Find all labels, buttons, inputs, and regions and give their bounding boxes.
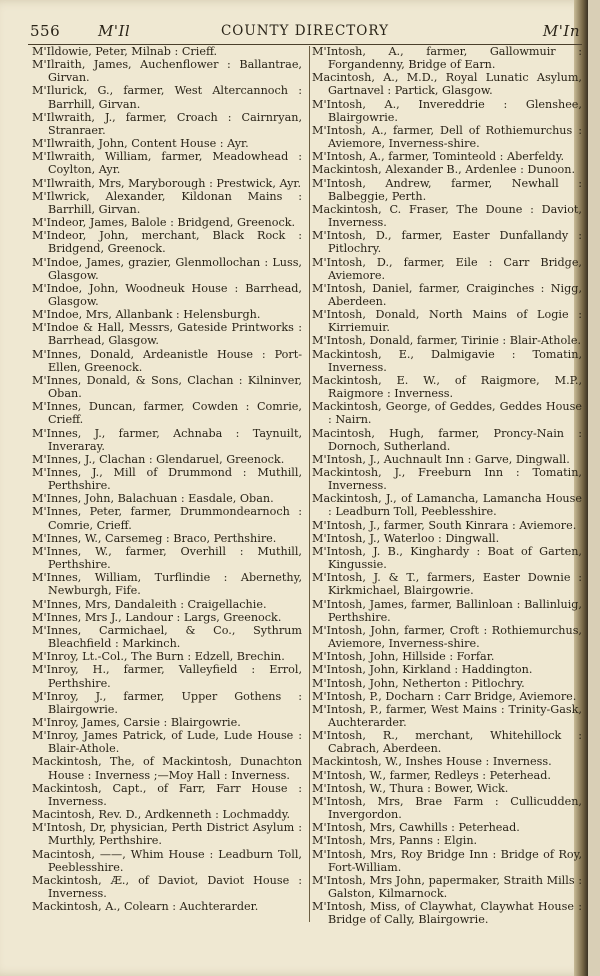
directory-entry: M'Indoe & Hall, Messrs, Gateside Printworks : Barrhead, Glasgow.	[32, 321, 302, 348]
directory-entry: M'Innes, J., Clachan : Glendaruel, Greenock.	[32, 452, 285, 466]
directory-entry: M'Intosh, Mrs, Brae Farm : Cullicudden, Invergordon.	[312, 794, 582, 822]
directory-entry: M'Innes, W., Carsemeg : Braco, Perthshire.	[32, 531, 277, 545]
page-title: COUNTY DIRECTORY	[220, 23, 390, 39]
directory-entry: M'Indeor, John, merchant, Black Rock : Bridgend, Greenock.	[32, 229, 302, 256]
directory-entry: Mackintosh, Æ., of Daviot, Daviot House : Inverness.	[32, 873, 302, 900]
directory-entry: M'Intosh, Daniel, farmer, Craiginches : Nigg, Aberdeen.	[312, 281, 582, 308]
directory-entry: M'Innes, Mrs, Dandaleith : Craigellachie.	[32, 597, 267, 611]
directory-entry: M'Ilraith, James, Auchenflower : Ballantrae, Girvan.	[32, 58, 302, 85]
directory-entry: M'Intosh, John, Netherton : Pitlochry.	[312, 676, 525, 690]
directory-entry: M'Intosh, Mrs John, papermaker, Straith Mills : Galston, Kilmarnock.	[312, 873, 582, 900]
directory-entry: M'Intosh, James, farmer, Ballinloan : Ballinluig, Perthshire.	[312, 597, 582, 624]
directory-entry: M'Intosh, A., farmer, Tominteold : Aberfeldy.	[312, 150, 565, 164]
directory-entry: M'Intosh, A., Invereddrie : Glenshee, Blairgowrie.	[312, 97, 582, 124]
directory-entry: M'Inroy, J., farmer, Upper Gothens : Blairgowrie.	[32, 689, 302, 716]
left-running-key: M'Il	[98, 22, 131, 40]
directory-entry: Mackintosh, Alexander B., Ardenlee : Dunoon.	[312, 163, 576, 177]
directory-entry: Mackintosh, Capt., of Farr, Farr House : Inverness.	[32, 781, 302, 808]
directory-entry: M'Innes, J., farmer, Achnaba : Taynuilt, Inveraray.	[32, 426, 302, 453]
directory-entry: M'Innes, W., farmer, Overhill : Muthill, Perthshire.	[32, 544, 302, 572]
directory-entry: M'Innes, Carmichael, & Co., Sythrum Bleachfield : Markinch.	[32, 623, 302, 651]
directory-entry: M'Innes, John, Balachuan : Easdale, Oban.	[32, 492, 274, 506]
directory-entry: M'Intosh, J., Auchnault Inn : Garve, Dingwall.	[312, 452, 570, 466]
directory-entry: Mackintosh, E. W., of Raigmore, M.P., Raigmore : Inverness.	[312, 373, 582, 401]
page-number: 556	[30, 22, 61, 40]
directory-entry: M'Intosh, J. & T., farmers, Easter Downie : Kirkmichael, Blairgowrie.	[312, 571, 582, 598]
directory-entry: M'Innes, Mrs J., Landour : Largs, Greenock.	[32, 610, 282, 624]
directory-entry: Mackintosh, A., Colearn : Auchterarder.	[32, 900, 259, 914]
directory-entry: M'Indeor, James, Balole : Bridgend, Greenock.	[32, 216, 296, 230]
directory-entry: M'Inroy, Lt.-Col., The Burn : Edzell, Brechin.	[32, 650, 285, 664]
directory-entry: Mackintosh, C. Fraser, The Doune : Daviot, Inverness.	[312, 202, 582, 230]
directory-entry: Mackintosh, J., Freeburn Inn : Tomatin, Inverness.	[312, 466, 582, 493]
directory-entry: M'Ilwraith, Mrs, Maryborough : Prestwick, Ayr.	[32, 176, 302, 190]
directory-entry: M'Innes, Peter, farmer, Drummondearnoch : Comrie, Crieff.	[32, 505, 302, 532]
directory-entry: Mackintosh, The, of Mackintosh, Dunachton House : Inverness ;—Moy Hall : Inverness.	[32, 755, 302, 782]
directory-entry: M'Intosh, A., farmer, Gallowmuir : Forgandenny, Bridge of Earn.	[312, 45, 582, 72]
directory-entry: Macintosh, A., M.D., Royal Lunatic Asylum, Gartnavel : Partick, Glasgow.	[312, 71, 582, 98]
directory-entry: M'Innes, Duncan, farmer, Cowden : Comrie, Crieff.	[32, 400, 302, 427]
right-column	[312, 45, 582, 926]
page-header	[30, 22, 580, 44]
directory-entry: M'Intosh, Andrew, farmer, Newhall : Balbeggie, Perth.	[312, 176, 582, 203]
directory-entry: M'Intosh, R., merchant, Whitehillock : Cabrach, Aberdeen.	[312, 729, 582, 756]
directory-entry: M'Intosh, D., farmer, Easter Dunfallandy : Pitlochry.	[312, 229, 582, 256]
left-column	[32, 45, 302, 913]
directory-entry: M'Innes, J., Mill of Drummond : Muthill, Perthshire.	[32, 466, 302, 493]
directory-entry: Mackintosh, George, of Geddes, Geddes House : Nairn.	[312, 400, 582, 427]
directory-entry: M'Intosh, John, Hillside : Forfar.	[312, 650, 495, 664]
directory-entry: M'Innes, Donald, & Sons, Clachan : Kilninver, Oban.	[32, 373, 302, 401]
directory-entry: M'Intosh, Donald, North Mains of Logie : Kirriemuir.	[312, 308, 582, 335]
directory-entry: M'Indoe, Mrs, Allanbank : Helensburgh.	[32, 308, 261, 322]
directory-entry: M'Intosh, W., farmer, Redleys : Peterhead.	[312, 768, 551, 782]
directory-entry: M'Intosh, Mrs, Cawhills : Peterhead.	[312, 821, 520, 835]
directory-entry: M'Intosh, J., Waterloo : Dingwall.	[312, 531, 500, 545]
directory-entry: Macintosh, Rev. D., Ardkenneth : Lochmaddy.	[32, 808, 291, 822]
directory-entry: M'Ilurick, G., farmer, West Altercannoch : Barrhill, Girvan.	[32, 84, 302, 111]
directory-entry: M'Ilwraith, John, Content House : Ayr.	[32, 137, 249, 151]
directory-entry: Mackintosh, E., Dalmigavie : Tomatin, Inverness.	[312, 347, 582, 374]
directory-entry: Mackintosh, J., of Lamancha, Lamancha House : Leadburn Toll, Peeblesshire.	[312, 492, 582, 519]
column-divider	[309, 46, 310, 922]
directory-entry: M'Intosh, Mrs, Roy Bridge Inn : Bridge of Roy, Fort-William.	[312, 847, 582, 874]
directory-entry: M'Ilwraith, William, farmer, Meadowhead : Coylton, Ayr.	[32, 150, 302, 177]
directory-entry: M'Ildowie, Peter, Milnab : Crieff.	[32, 45, 218, 58]
directory-entry: M'Intosh, Mrs, Panns : Elgin.	[312, 834, 478, 848]
directory-entry: M'Intosh, John, farmer, Croft : Rothiemurchus, Aviemore, Inverness-shire.	[312, 623, 582, 651]
directory-entry: M'Intosh, P., Docharn : Carr Bridge, Aviemore.	[312, 689, 577, 703]
directory-entry: M'Innes, William, Turflindie : Abernethy, Newburgh, Fife.	[32, 571, 302, 598]
directory-entry: M'Intosh, J. B., Kinghardy : Boat of Garten, Kingussie.	[312, 544, 582, 572]
directory-entry: M'Intosh, Donald, farmer, Tirinie : Blair-Athole.	[312, 334, 581, 348]
right-running-key: M'In	[542, 22, 580, 40]
directory-entry: M'Intosh, J., farmer, South Kinrara : Aviemore.	[312, 518, 577, 532]
directory-entry: M'Inroy, James, Carsie : Blairgowrie.	[32, 715, 241, 729]
directory-entry: M'Inroy, James Patrick, of Lude, Lude House : Blair-Athole.	[32, 729, 302, 756]
directory-entry: Macintosh, Hugh, farmer, Proncy-Nain : Dornoch, Sutherland.	[312, 426, 582, 453]
directory-entry: Macintosh, ——, Whim House : Leadburn Toll, Peeblesshire.	[32, 847, 302, 874]
directory-entry: M'Intosh, W., Thura : Bower, Wick.	[312, 781, 509, 795]
directory-entry: M'Intosh, Miss, of Claywhat, Claywhat House : Bridge of Cally, Blairgowrie.	[312, 900, 582, 927]
directory-entry: M'Innes, Donald, Ardeanistle House : Port-Ellen, Greenock.	[32, 347, 302, 374]
directory-entry: M'Intosh, John, Kirkland : Haddington.	[312, 663, 533, 677]
directory-entry: M'Ilwrick, Alexander, Kildonan Mains : Barrhill, Girvan.	[32, 189, 302, 216]
directory-entry: M'Intosh, P., farmer, West Mains : Trinity-Gask, Auchterarder.	[312, 702, 582, 729]
directory-entry: M'Indoe, John, Woodneuk House : Barrhead, Glasgow.	[32, 281, 302, 308]
directory-entry: M'Inroy, H., farmer, Valleyfield : Errol, Perthshire.	[32, 663, 302, 690]
directory-entry: M'Intosh, Dr, physician, Perth District Asylum : Murthly, Perthshire.	[32, 821, 302, 848]
directory-entry: M'Ilwraith, J., farmer, Croach : Cairnryan, Stranraer.	[32, 110, 302, 137]
directory-entry: M'Indoe, James, grazier, Glenmollochan : Luss, Glasgow.	[32, 255, 302, 282]
directory-entry: Mackintosh, W., Inshes House : Inverness.	[312, 755, 552, 769]
directory-entry: M'Intosh, D., farmer, Eile : Carr Bridge, Aviemore.	[312, 255, 582, 282]
directory-entry: M'Intosh, A., farmer, Dell of Rothiemurchus : Aviemore, Inverness-shire.	[312, 123, 582, 151]
